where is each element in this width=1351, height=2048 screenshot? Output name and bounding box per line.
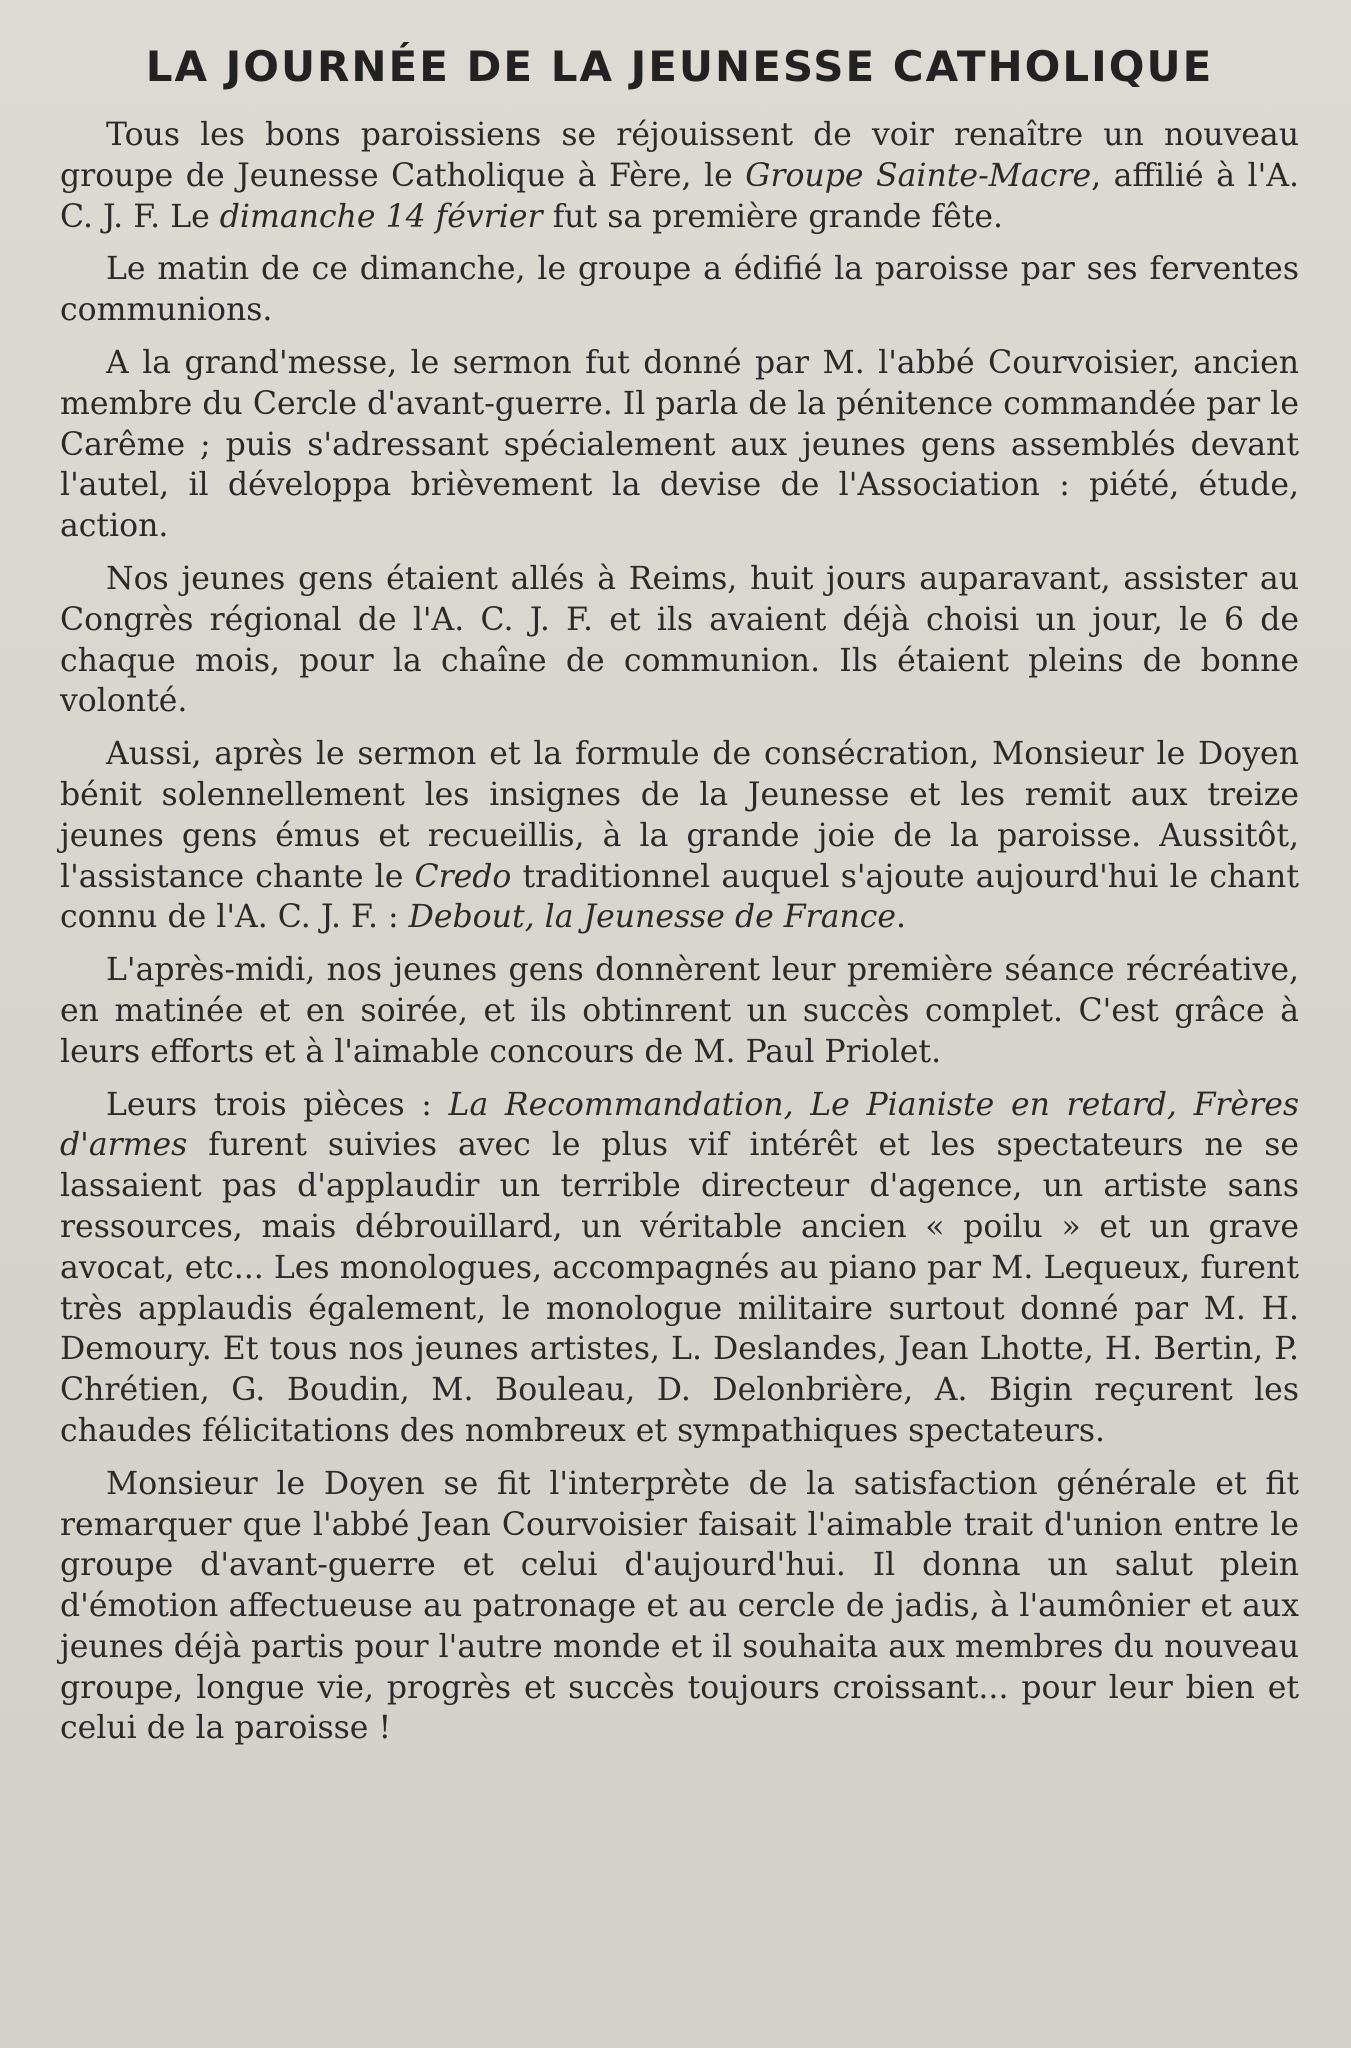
paragraph-1 bbox=[60, 115, 1299, 237]
paragraph-5-text-e: . bbox=[896, 899, 907, 936]
paragraph-7-text-a: Leurs trois pièces : bbox=[106, 1086, 449, 1123]
paragraph-2: Le matin de ce dimanche, le groupe a édifié la paroisse par ses ferventes communions. bbox=[60, 251, 1299, 329]
paragraph-4: Nos jeunes gens étaient allés à Reims, huit jours auparavant, assister au Congrès régional de l'A. C. J. F. et ils avaient déjà choisi un jour, le 6 de chaque mois, pour la chaîne de communion. Ils étaient pleins de bonne volonté. bbox=[60, 560, 1299, 720]
paragraph-8: Monsieur le Doyen se fit l'interprète de la satisfaction générale et fit remarquer que l'abbé Jean Courvoisier faisait l'aimable trait d'union entre le groupe d'avant-guerre et celui d'aujourd'hui. Il donna un salut plein d'émotion affectueuse au patronage et au cercle de jadis, à l'aumônier et aux jeunes déjà partis pour l'autre monde et il souhaita aux membres du nouveau groupe, longue vie, progrès et succès toujours croissant... pour leur bien et celui de la paroisse ! bbox=[60, 1465, 1299, 1747]
paragraph-1-text-e: fut sa première grande fête. bbox=[542, 198, 1004, 235]
paragraph-5-text-c: traditionnel auquel s'ajoute aujourd'hui le chant connu de l'A. C. J. F. : bbox=[60, 858, 1299, 936]
article-title: LA JOURNÉE DE LA JEUNESSE CATHOLIQUE bbox=[145, 42, 1214, 91]
paragraph-5-text-a: Aussi, après le sermon et la formule de consécration, Monsieur le Doyen bénit solennellement les insignes de la Jeunesse et les remit aux treize jeunes gens émus et recueillis, à la grande joie de la paroisse. Aussitôt, l'assistance chante le bbox=[60, 736, 1299, 895]
event-date: dimanche 14 février bbox=[219, 198, 543, 235]
play-titles: La Recommandation, Le Pianiste en retard, Frères d'armes bbox=[60, 1086, 1299, 1164]
paragraph-1-text-a: Tous les bons paroissiens se réjouissent de voir renaître un nouveau groupe de Jeunesse Catholique à Fère, le bbox=[60, 117, 1299, 194]
song-title: Debout, la Jeunesse de France bbox=[408, 899, 897, 936]
paragraph-6: L'après-midi, nos jeunes gens donnèrent leur première séance récréative, en matinée et en soirée, et ils obtinrent un succès complet. C'est grâce à leurs efforts et à l'aimable concours de M. Paul Priolet. bbox=[60, 952, 1299, 1070]
paragraph-7 bbox=[60, 1085, 1299, 1452]
credo-title: Credo bbox=[414, 858, 512, 895]
paragraph-7-text-c: furent suivies avec le plus vif intérêt et les spectateurs ne se lassaient pas d'applaudir un terrible directeur d'agence, un artiste sans ressources, mais débrouillard, un véritable ancien « poilu » et un grave avocat, etc... Les monologues, accompagnés au piano par M. Lequeux, furent très applaudis également, le monologue militaire surtout donné par M. H. Demoury. Et tous nos jeunes artistes, L. Deslandes, Jean Lhotte, H. Bertin, P. Chrétien, G. Boudin, M. Bouleau, D. Delonbrière, A. Bigin reçurent les chaudes félicitations des nombreux et sympathiques spectateurs. bbox=[60, 1127, 1299, 1449]
group-name: Groupe Sainte-Macre bbox=[745, 157, 1092, 194]
paragraph-5 bbox=[60, 734, 1299, 938]
paragraph-3: A la grand'messe, le sermon fut donné par M. l'abbé Courvoisier, ancien membre du Cercle d'avant-guerre. Il parla de la pénitence commandée par le Carême ; puis s'adressant spécialement aux jeunes gens assemblés devant l'autel, il développa brièvement la devise de l'Association : piété, étude, action. bbox=[60, 344, 1299, 545]
paragraph-1-text-c: , affilié à l'A. C. J. F. Le bbox=[60, 157, 1299, 235]
